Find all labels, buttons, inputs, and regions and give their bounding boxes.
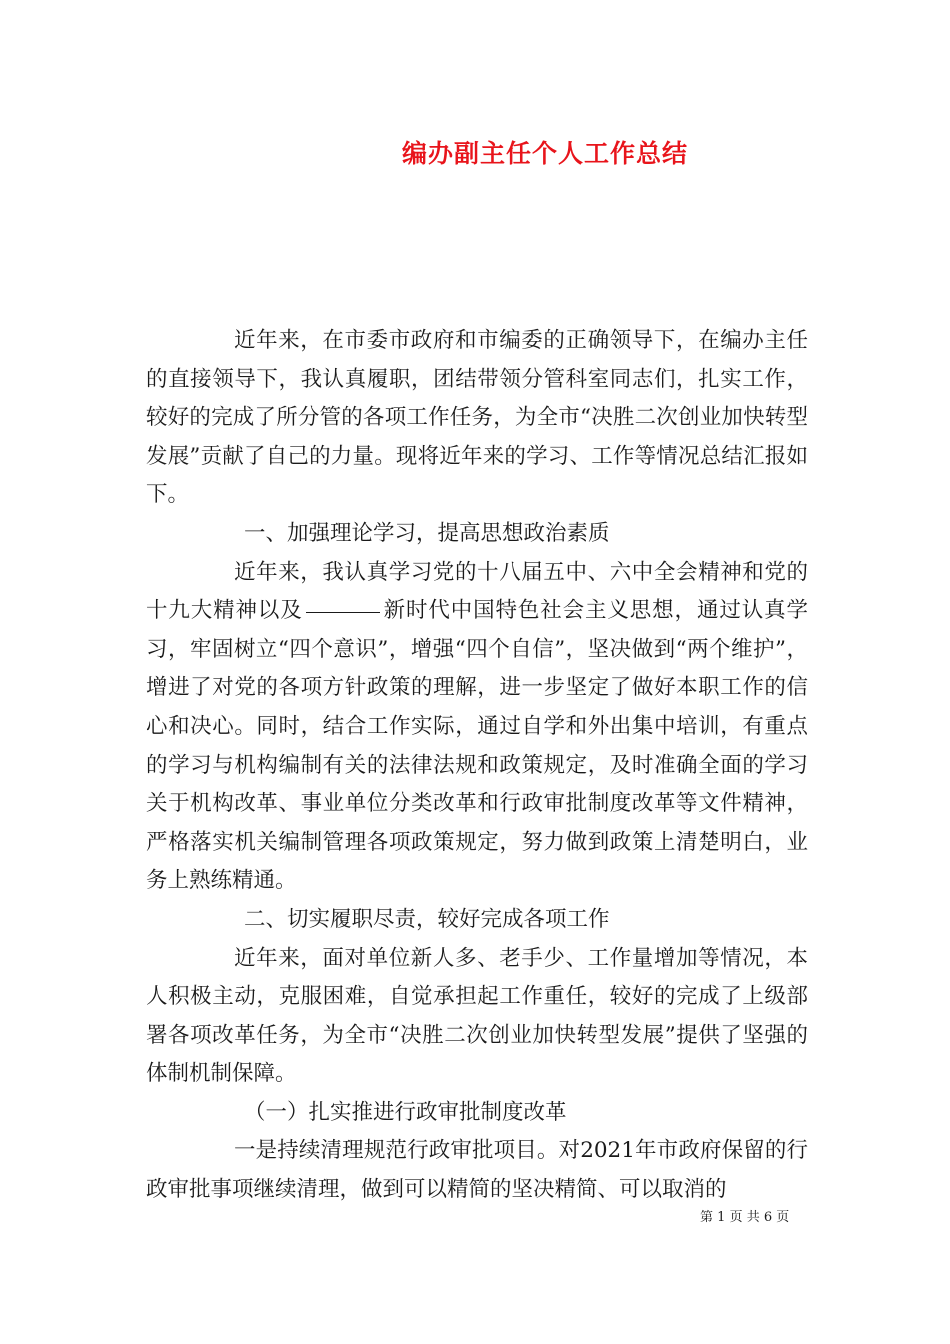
section-1-paragraph [146, 554, 808, 901]
document-title: 编办副主任个人工作总结 [401, 139, 688, 168]
subsection-heading-1: （一）扎实推进行政审批制度改革 [244, 1099, 567, 1125]
section-heading-1: 一、加强理论学习，提高思想政治素质 [244, 520, 610, 546]
intro-paragraph: 近年来，在市委市政府和市编委的正确领导下，在编办主任的直接领导下，我认真履职，团结带领分管科室同志们，扎实工作，较好的完成了所分管的各项工作任务，为全市“决胜二次创业加快转型发展”贡献了自己的力量。现将近年来的学习、工作等情况总结汇报如下。 [146, 328, 808, 508]
page-current: 1 [717, 1210, 726, 1225]
page-middle: 页 共 [729, 1210, 760, 1225]
page-total: 6 [763, 1210, 773, 1225]
section-1-text-part2: 新时代中国特色社会主义思想，通过认真学习，牢固树立“四个意识”，增强“四个自信”，坚决做到“两个维护”，增进了对党的各项方针政策的理解，进一步坚定了做好本职工作的信心和决心。同时，结合工作实际，通过自学和外出集中培训，有重点的学习与机构编制有关的法律法规和政策规定，及时准确全面的学习关于机构改革、事业单位分类改革和行政审批制度改革等文件精神，严格落实机关编制管理各项政策规定，努力做到政策上清楚明白，业务上熟练精通。 [146, 598, 808, 894]
section-2-paragraph: 近年来，面对单位新人多、老手少、工作量增加等情况，本人积极主动，克服困难，自觉承担起工作重任，较好的完成了上级部署各项改革任务，为全市“决胜二次创业加快转型发展”提供了坚强的体制机制保障。 [146, 945, 808, 1087]
document-body [146, 322, 808, 1210]
page-number-footer [700, 1206, 840, 1225]
page-prefix: 第 [700, 1210, 714, 1225]
blank-underline [306, 611, 380, 613]
page-suffix: 页 [776, 1210, 790, 1225]
subsection-1-paragraph: 一是持续清理规范行政审批项目。对2021年市政府保留的行政审批事项继续清理，做到可以精简的坚决精简、可以取消的 [146, 1138, 808, 1203]
section-1-text-part1: 近年来，我认真学习党的十八届五中、六中全会精神和党的十九大精神以及 [146, 559, 808, 624]
section-heading-2: 二、切实履职尽责，较好完成各项工作 [244, 906, 610, 932]
